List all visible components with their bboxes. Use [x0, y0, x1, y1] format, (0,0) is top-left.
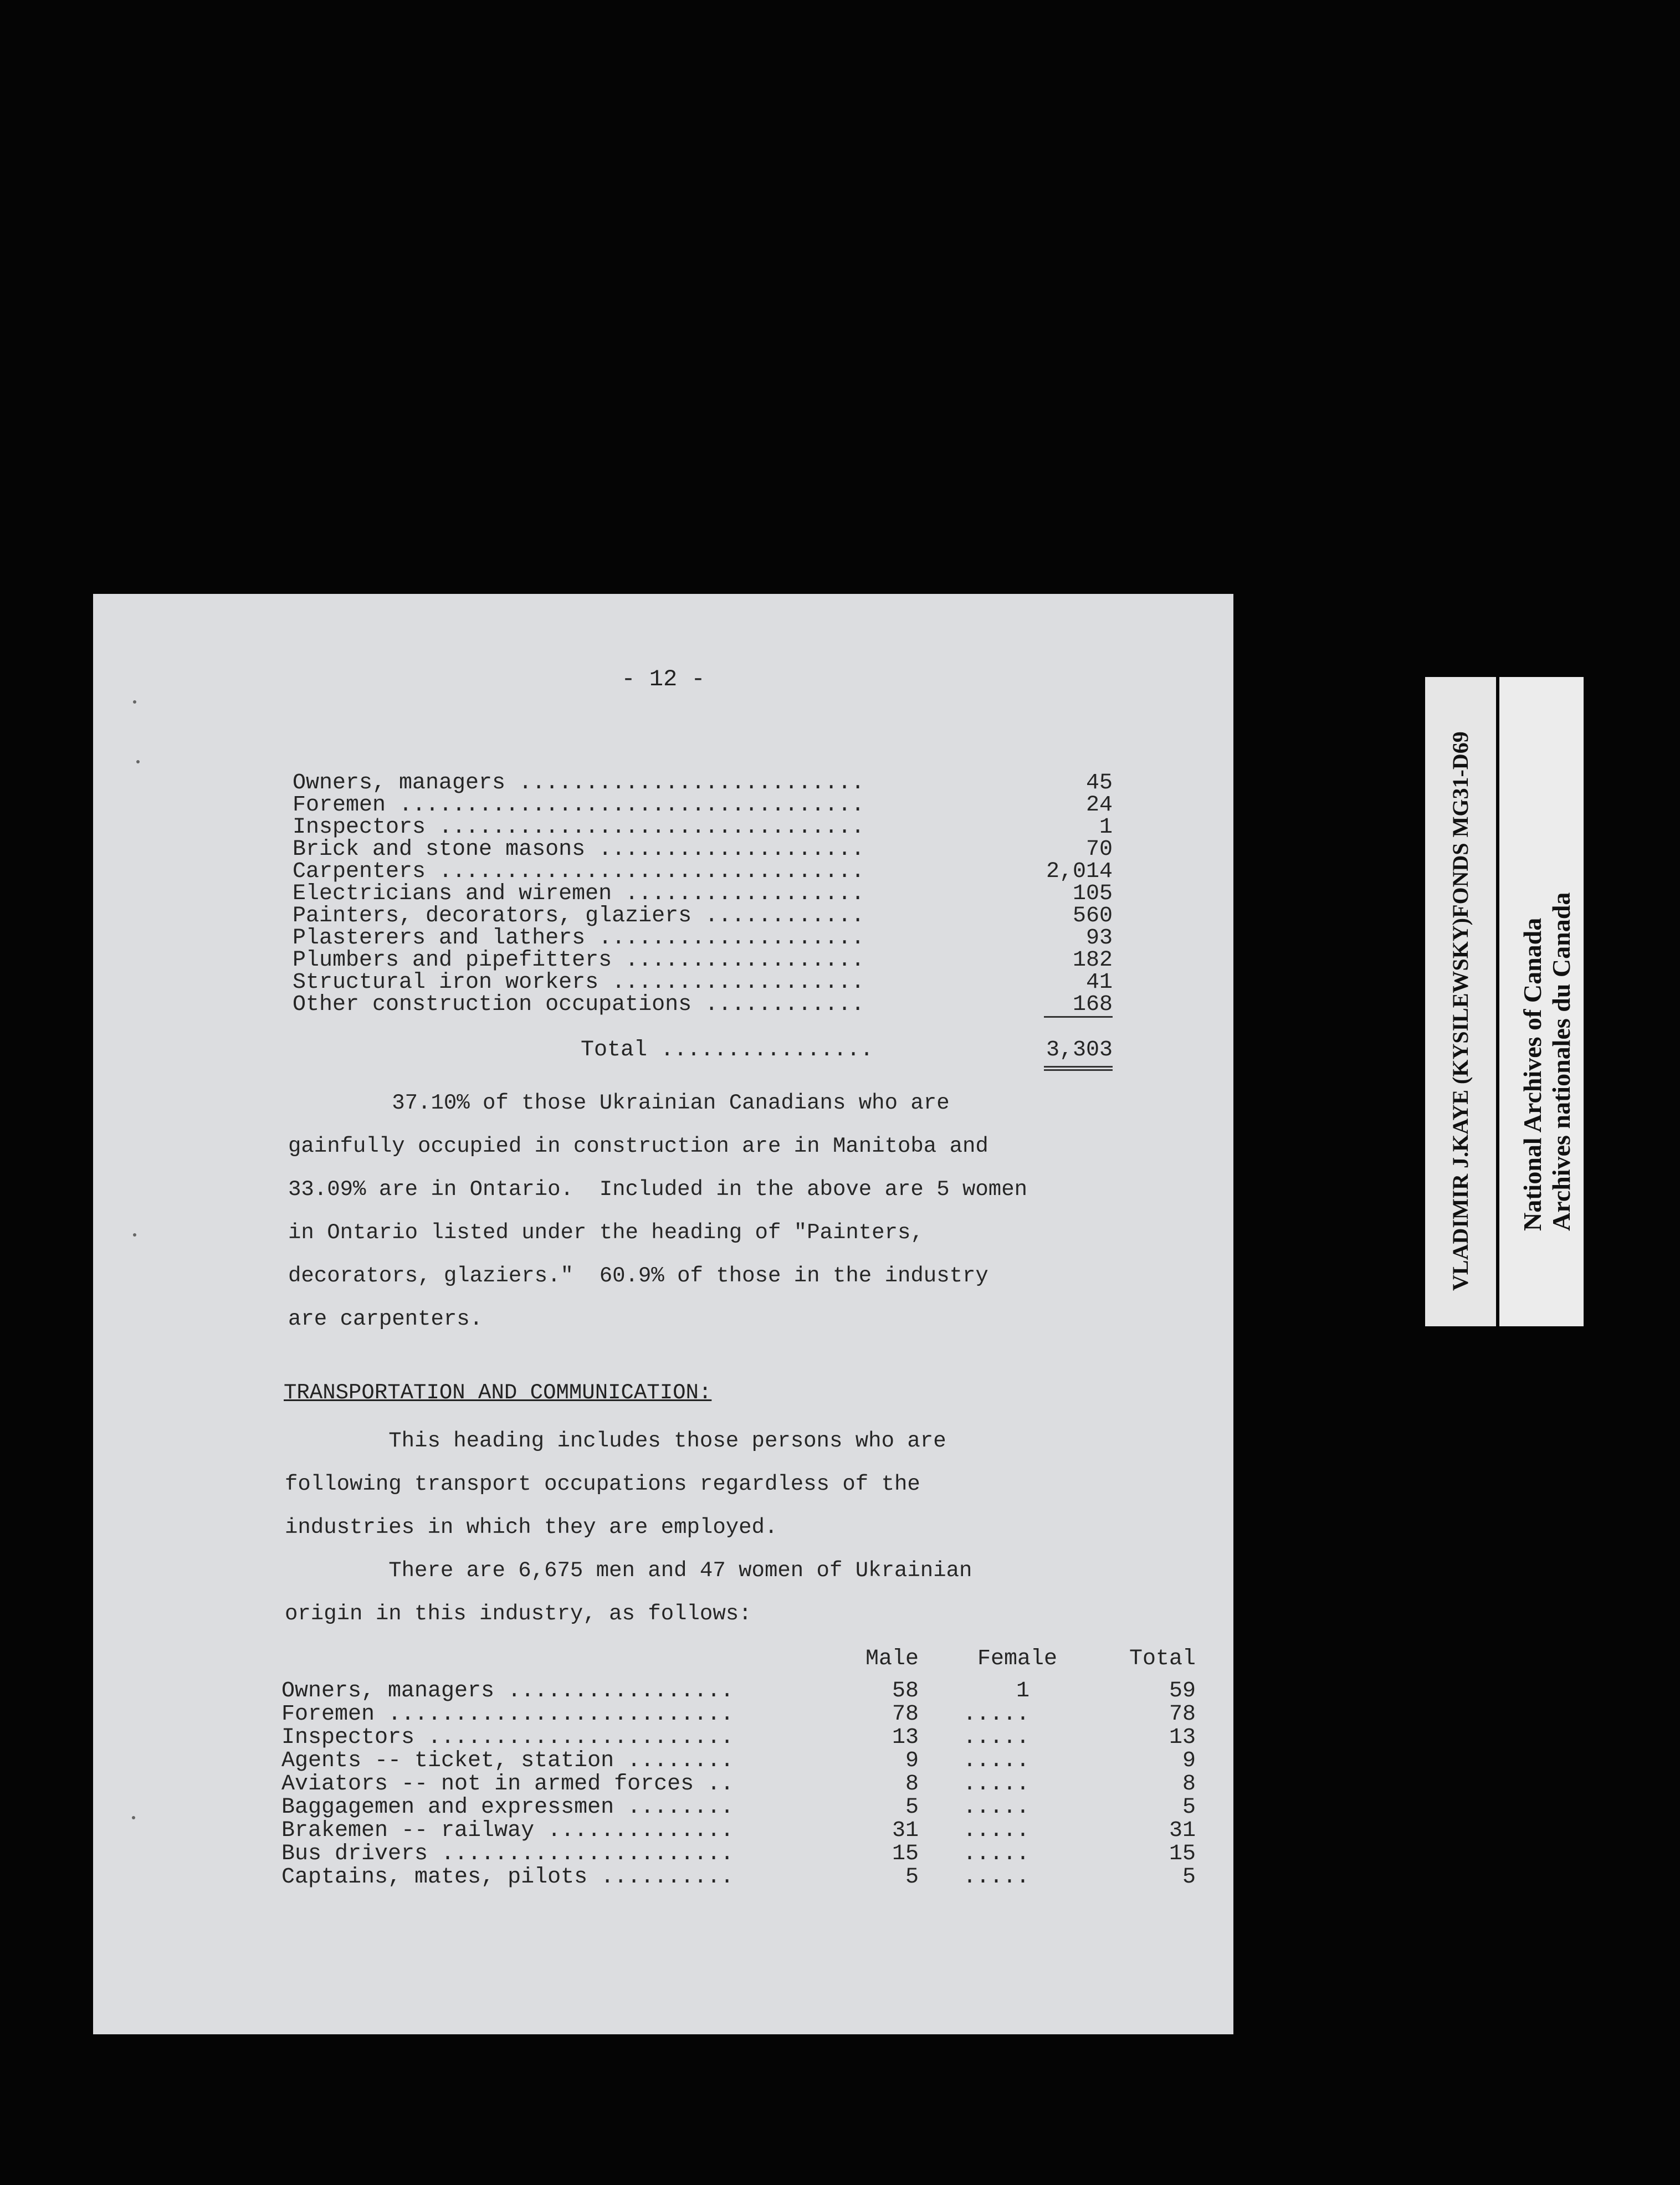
male-count: 5: [905, 1865, 919, 1890]
occupation-count: 560: [1072, 904, 1113, 929]
table-row: [293, 927, 1113, 950]
occupation-label: Aviators -- not in armed forces ..: [281, 1772, 734, 1797]
occupation-label: Brakemen -- railway ..............: [281, 1818, 734, 1843]
occupation-label: Baggagemen and expressmen ........: [281, 1795, 734, 1820]
transport-table-header: [281, 1647, 1196, 1673]
occupation-count: 24: [1085, 793, 1113, 818]
header-total: Total: [1129, 1647, 1196, 1671]
archives-fr: Archives nationales du Canada: [1547, 892, 1575, 1231]
male-count: 8: [905, 1772, 919, 1797]
text-line: following transport occupations regardless of the: [285, 1472, 920, 1496]
speck: [133, 700, 136, 704]
occupation-label: Agents -- ticket, station ........: [281, 1748, 734, 1773]
occupation-label: Bus drivers ......................: [281, 1842, 734, 1866]
occupation-count: 168: [1072, 992, 1113, 1017]
male-count: 31: [892, 1818, 919, 1843]
total-double-rule: [1044, 1066, 1113, 1068]
subtotal-rule: [1044, 1016, 1113, 1018]
occupation-count: 105: [1072, 881, 1113, 906]
male-count: 5: [905, 1795, 919, 1820]
table-row: [293, 817, 1113, 839]
page-number: - 12 -: [621, 666, 705, 693]
table-row: [293, 994, 1113, 1016]
occupation-label: Electricians and wiremen ..................: [293, 881, 865, 906]
header-female: Female: [977, 1647, 1057, 1671]
occupation-count: 45: [1085, 771, 1113, 796]
male-count: 78: [892, 1702, 919, 1727]
paragraph-construction: [288, 1081, 1027, 1341]
female-count: .....: [962, 1748, 1029, 1773]
occupation-count: 93: [1085, 926, 1113, 951]
text-line: decorators, glaziers." 60.9% of those in the industry: [288, 1264, 988, 1288]
table-row: [293, 883, 1113, 905]
header-male: Male: [865, 1647, 919, 1671]
occupation-label: Inspectors .......................: [281, 1725, 734, 1750]
table-row: [281, 1843, 1196, 1866]
text-line: 37.10% of those Ukrainian Canadians who are: [288, 1091, 950, 1115]
male-count: 15: [892, 1842, 919, 1866]
text-line: are carpenters.: [288, 1307, 483, 1331]
occupation-label: Foremen ...................................: [293, 793, 865, 818]
occupation-count: 41: [1085, 970, 1113, 995]
table-row: [293, 950, 1113, 972]
table-row: [293, 861, 1113, 883]
total-count: 5: [1182, 1795, 1196, 1820]
fonds-text: VLADIMIR J.KAYE (KYSILEWSKY)FONDS MG31-D69: [1448, 731, 1473, 1291]
document-page: [93, 594, 1233, 2034]
female-count: .....: [962, 1842, 1029, 1866]
archives-label: [1499, 677, 1584, 1326]
occupation-label: Plumbers and pipefitters ..................: [293, 948, 865, 973]
occupation-label: Plasterers and lathers ....................: [293, 926, 865, 951]
occupation-label: Owners, managers .................: [281, 1679, 734, 1704]
total-label: Total ................: [581, 1038, 874, 1063]
total-count: 15: [1169, 1842, 1196, 1866]
construction-table: [293, 772, 1113, 1061]
occupation-label: Captains, mates, pilots ..........: [281, 1865, 734, 1890]
text-line: origin in this industry, as follows:: [285, 1602, 752, 1626]
total-count: 31: [1169, 1818, 1196, 1843]
text-line: in Ontario listed under the heading of "Painters,: [288, 1220, 924, 1245]
table-row: [281, 1680, 1196, 1703]
female-count: .....: [962, 1865, 1029, 1890]
female-count: .....: [962, 1725, 1029, 1750]
occupation-count: 182: [1072, 948, 1113, 973]
table-row: [293, 972, 1113, 994]
male-count: 9: [905, 1748, 919, 1773]
text-line: industries in which they are employed.: [285, 1515, 778, 1540]
speck: [133, 1233, 136, 1237]
table-row: [293, 772, 1113, 794]
total-double-rule: [1044, 1069, 1113, 1071]
occupation-count: 1: [1099, 815, 1113, 840]
table-row: [281, 1773, 1196, 1796]
total-row: [293, 1039, 1113, 1061]
occupation-label: Owners, managers ..........................: [293, 771, 865, 796]
text-line: This heading includes those persons who are: [285, 1429, 946, 1453]
text-line: 33.09% are in Ontario. Included in the above are 5 women: [288, 1177, 1028, 1202]
occupation-count: 2,014: [1046, 859, 1113, 884]
speck: [132, 1816, 135, 1819]
table-row: [281, 1819, 1196, 1843]
female-count: .....: [962, 1795, 1029, 1820]
archives-text: [1518, 893, 1576, 1231]
paragraph-transport: [285, 1419, 972, 1635]
occupation-label: Painters, decorators, glaziers ............: [293, 904, 865, 929]
table-row: [293, 905, 1113, 927]
total-count: 5: [1182, 1865, 1196, 1890]
male-count: 58: [892, 1679, 919, 1704]
text-line: There are 6,675 men and 47 women of Ukrainian: [285, 1558, 972, 1583]
occupation-label: Carpenters ................................: [293, 859, 865, 884]
text-line: gainfully occupied in construction are in Manitoba and: [288, 1134, 988, 1158]
occupation-label: Inspectors ................................: [293, 815, 865, 840]
total-value: 3,303: [1046, 1038, 1113, 1063]
occupation-label: Brick and stone masons ....................: [293, 837, 865, 862]
total-count: 78: [1169, 1702, 1196, 1727]
table-row: [281, 1703, 1196, 1726]
total-count: 13: [1169, 1725, 1196, 1750]
occupation-count: 70: [1085, 837, 1113, 862]
table-row: [281, 1866, 1196, 1889]
female-count: 1: [1016, 1679, 1029, 1704]
speck: [136, 760, 140, 763]
table-row: [293, 794, 1113, 817]
archives-en: National Archives of Canada: [1518, 917, 1546, 1231]
occupation-label: Other construction occupations ............: [293, 992, 865, 1017]
table-row: [293, 839, 1113, 861]
table-row: [281, 1796, 1196, 1819]
female-count: .....: [962, 1772, 1029, 1797]
transport-table: [281, 1647, 1196, 1889]
female-count: .....: [962, 1702, 1029, 1727]
male-count: 13: [892, 1725, 919, 1750]
occupation-label: Structural iron workers ...................: [293, 970, 865, 995]
section-heading: TRANSPORTATION AND COMMUNICATION:: [284, 1381, 712, 1405]
total-count: 8: [1182, 1772, 1196, 1797]
fonds-label: [1425, 677, 1496, 1326]
total-count: 59: [1169, 1679, 1196, 1704]
total-count: 9: [1182, 1748, 1196, 1773]
occupation-label: Foremen ..........................: [281, 1702, 734, 1727]
table-row: [281, 1750, 1196, 1773]
female-count: .....: [962, 1818, 1029, 1843]
table-row: [281, 1726, 1196, 1750]
